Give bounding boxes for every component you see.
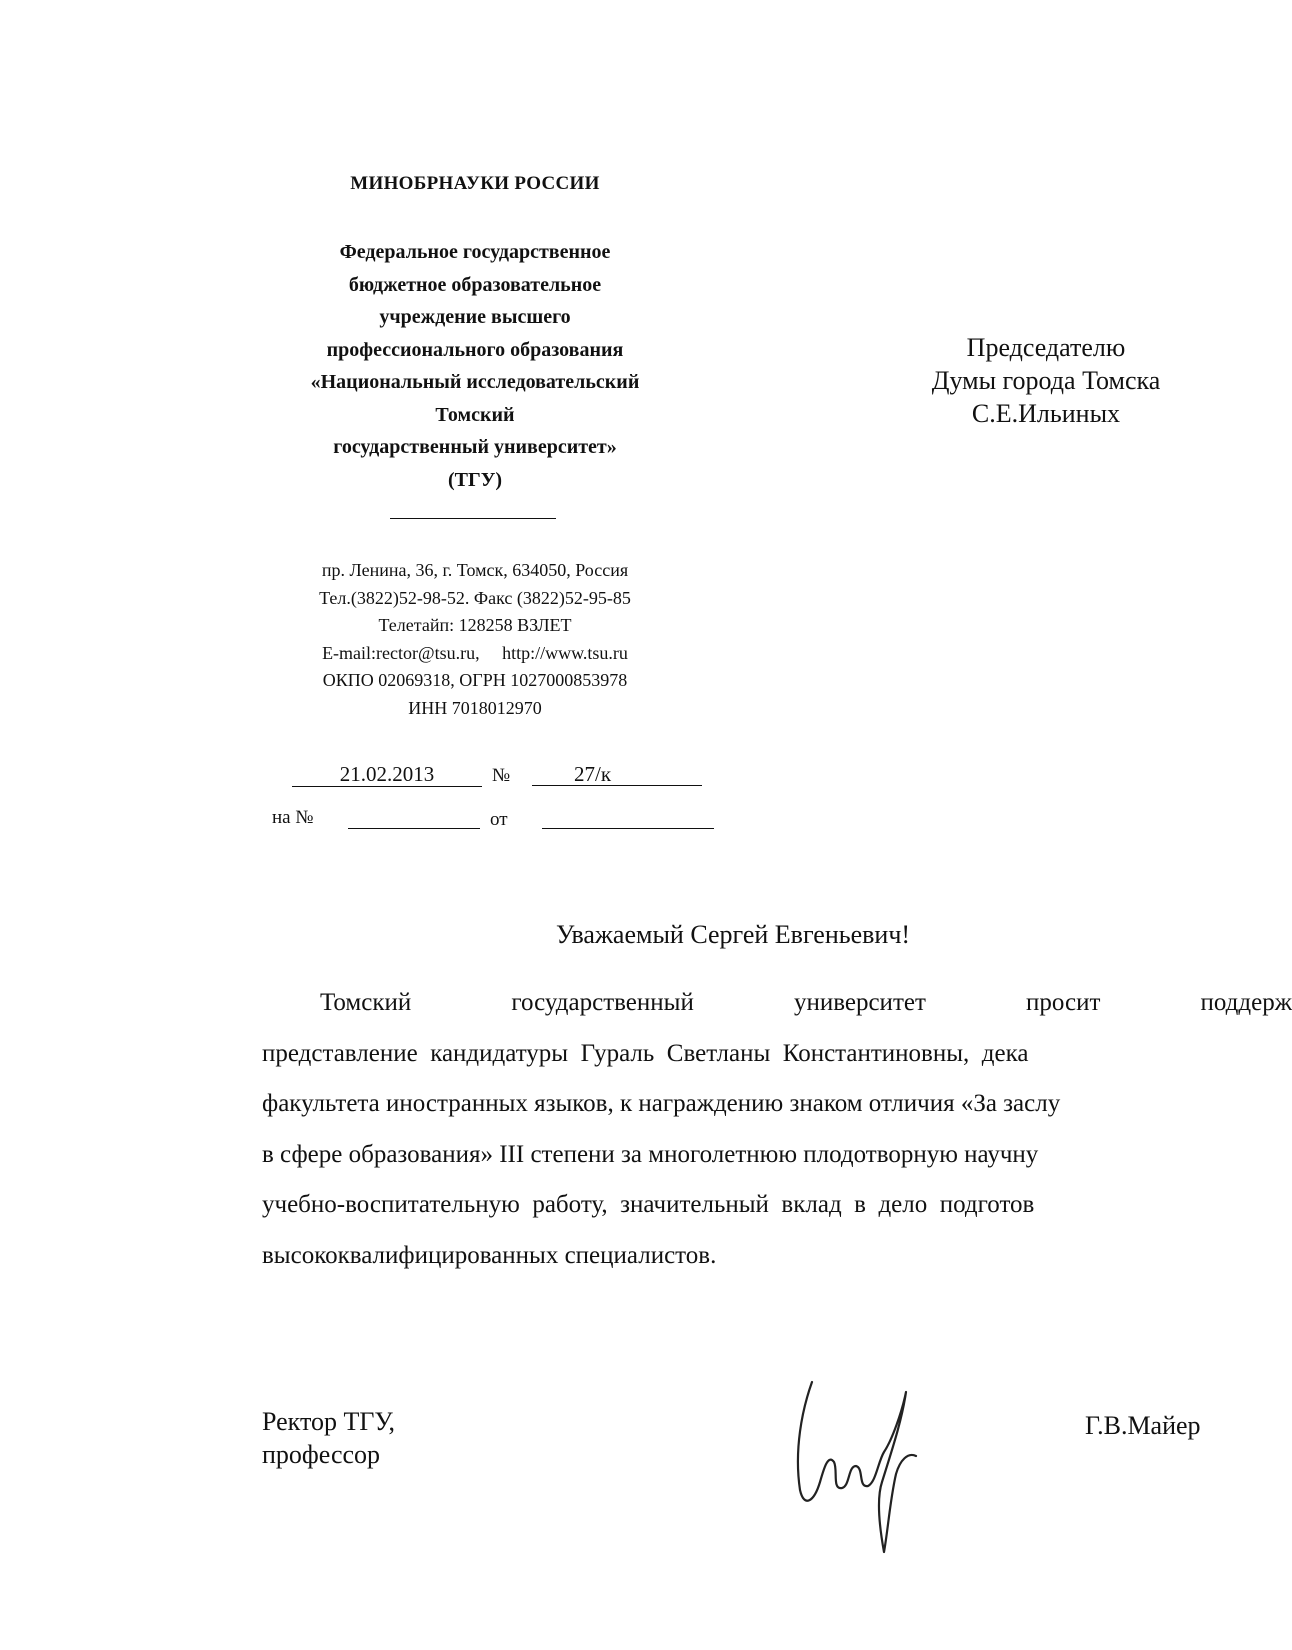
- okpo-ogrn-line: ОКПО 02069318, ОГРН 1027000853978: [322, 670, 628, 691]
- reply-number-label: на №: [272, 807, 314, 828]
- salutation: Уважаемый Сергей Евгеньевич!: [556, 920, 911, 949]
- body-word: государственный: [511, 989, 694, 1016]
- signatory-rank: профессор: [262, 1440, 381, 1469]
- body-line: в сфере образования» III степени за многолетнюю плодотворную научну: [262, 1140, 1039, 1168]
- org-line: Федеральное государственное: [339, 241, 611, 263]
- org-line: Томский: [435, 403, 515, 426]
- number-label: №: [492, 765, 511, 786]
- contact-block: [262, 557, 688, 723]
- body-word: университет: [793, 989, 926, 1016]
- addressee-block: [905, 331, 1187, 430]
- letter-body: [262, 978, 1292, 1281]
- org-line: государственный университет»: [333, 436, 617, 458]
- body-word: Томский: [320, 989, 412, 1016]
- outgoing-number: 27/к: [532, 762, 702, 786]
- addressee-line: Председателю: [966, 333, 1126, 362]
- signatory-title: [262, 1405, 395, 1471]
- organization-name: [262, 236, 688, 496]
- outgoing-date: 21.02.2013: [292, 762, 482, 787]
- org-line: учреждение высшего: [379, 306, 571, 328]
- body-line: представление кандидатуры Гураль Светланы Константиновны, дека: [262, 1039, 1029, 1067]
- body-line: факультета иностранных языков, к награждению знаком отличия «За заслу: [262, 1090, 1061, 1117]
- ministry-name: МИНОБРНАУКИ РОССИИ: [350, 173, 600, 194]
- handwritten-signature: [784, 1370, 924, 1560]
- reply-number-blank: [348, 804, 480, 829]
- org-line: профессионального образования: [326, 338, 624, 361]
- letterhead-divider: [390, 518, 556, 519]
- inn-line: ИНН 7018012970: [408, 697, 542, 718]
- org-line: (ТГУ): [447, 468, 503, 491]
- org-line: «Национальный исследовательский: [310, 371, 640, 393]
- reply-reference: [272, 804, 722, 834]
- org-line: бюджетное образовательное: [348, 273, 602, 296]
- body-word: поддерж: [1200, 989, 1292, 1016]
- reply-from-label: от: [490, 809, 508, 830]
- body-line: высококвалифицированных специалистов.: [262, 1241, 717, 1269]
- reply-date-blank: [542, 804, 714, 829]
- address-line: пр. Ленина, 36, г. Томск, 634050, Россия: [321, 560, 629, 580]
- addressee-line: Думы города Томска: [931, 366, 1161, 395]
- body-line: учебно-воспитательную работу, значительный вклад в дело подготов: [262, 1191, 1035, 1218]
- addressee-line: С.Е.Ильиных: [971, 399, 1121, 428]
- signatory-name: Г.В.Майер: [1085, 1411, 1201, 1440]
- signatory-position: Ректор ТГУ,: [262, 1407, 396, 1436]
- outgoing-registration: [292, 762, 712, 792]
- teletype-line: Телетайп: 128258 ВЗЛЕТ: [378, 615, 572, 636]
- phone-fax-line: Тел.(3822)52-98-52. Факс (3822)52-95-85: [319, 587, 631, 608]
- email-web-line: E-mail:rector@tsu.ru, http://www.tsu.ru: [322, 642, 628, 663]
- body-word: просит: [1026, 989, 1101, 1016]
- body-first-line: [262, 978, 1292, 1029]
